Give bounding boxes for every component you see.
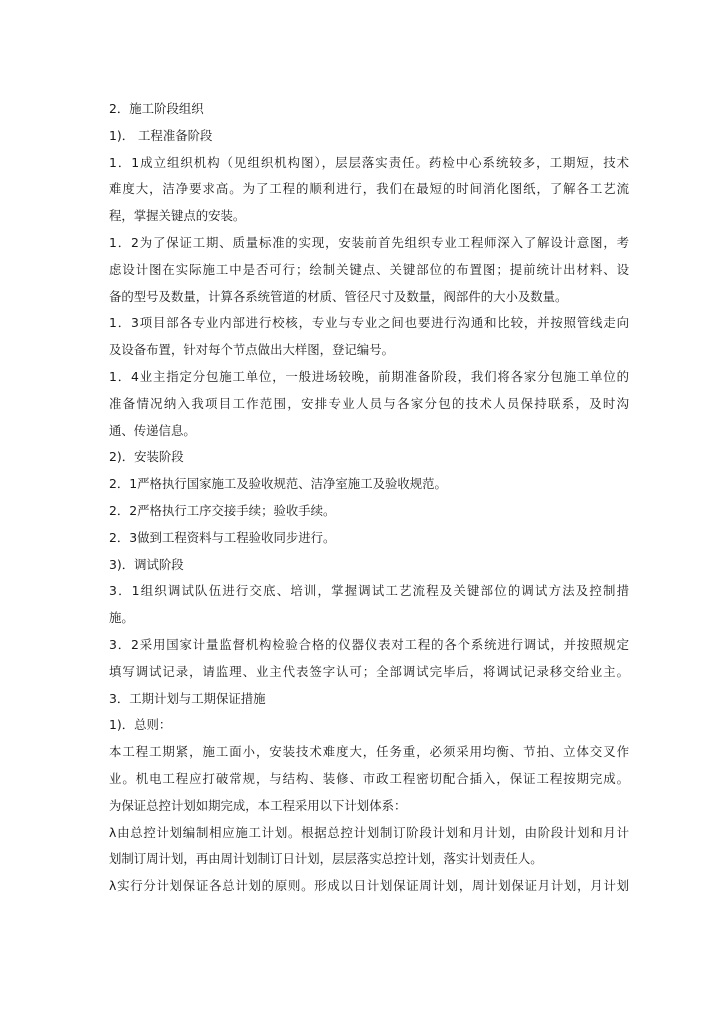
- bullet-line: λ实行分计划保证各总计划的原则。形成以日计划保证周计划，周计划保证月计划，月计划: [109, 878, 629, 894]
- paragraph-line: 3．1组织调试队伍进行交底、培训，掌握调试工艺流程及关键部位的调试方法及控制措: [109, 583, 629, 599]
- paragraph-line: 1．2为了保证工期、质量标准的实现，安装前首先组织专业工程师深入了解设计意图，考: [109, 234, 629, 250]
- paragraph-line: 为保证总控计划如期完成，本工程采用以下计划体系：: [109, 797, 407, 813]
- subsection-heading: 1)．总则：: [109, 717, 172, 733]
- paragraph-line: 难度大，洁净要求高。为了工程的顺利进行，我们在最短的时间消化图纸，了解各工艺流: [109, 181, 629, 197]
- paragraph-line: 填写调试记录，请监理、业主代表签字认可；全部调试完毕后，将调试记录移交给业主。: [109, 663, 629, 679]
- subsection-heading: 3)．调试阶段: [109, 556, 184, 572]
- paragraph-line: 2．2严格执行工序交接手续；验收手续。: [109, 502, 336, 518]
- paragraph-line: 程，掌握关键点的安装。: [109, 208, 246, 224]
- section-heading: 2．施工阶段组织: [109, 101, 204, 116]
- document-page: [109, 96, 629, 900]
- paragraph-line: 施。: [109, 610, 134, 626]
- paragraph-line: 2．1严格执行国家施工及验收规范、洁净室施工及验收规范。: [109, 476, 447, 492]
- paragraph-line: 1．4业主指定分包施工单位，一般进场较晚，前期准备阶段，我们将各家分包施工单位的: [109, 368, 629, 384]
- paragraph-line: 通、传递信息。: [109, 422, 196, 438]
- paragraph-line: 本工程工期紧，施工面小，安装技术难度大，任务重，必须采用均衡、节拍、立体交叉作: [109, 744, 629, 760]
- paragraph-line: 1．3项目部各专业内部进行校核，专业与专业之间也要进行沟通和比较，并按照管线走向: [109, 315, 629, 331]
- paragraph-line: 及设备布置，针对每个节点做出大样图，登记编号。: [109, 342, 394, 358]
- paragraph-line: 1．1成立组织机构（见组织机构图），层层落实责任。药检中心系统较多，工期短，技术: [109, 154, 629, 170]
- paragraph-line: 虑设计图在实际施工中是否可行；绘制关键点、关键部位的布置图；提前统计出材料、设: [109, 261, 629, 277]
- subsection-heading: 1)． 工程准备阶段: [109, 127, 213, 143]
- paragraph-line: 2．3做到工程资料与工程验收同步进行。: [109, 529, 336, 545]
- subsection-heading: 2)．安装阶段: [109, 449, 184, 465]
- paragraph-line: 备的型号及数量，计算各系统管道的材质、管径尺寸及数量，阀部件的大小及数量。: [109, 288, 568, 304]
- paragraph-line: 业。机电工程应打破常规，与结构、装修、市政工程密切配合插入，保证工程按期完成。: [109, 770, 629, 786]
- bullet-line: 划制订周计划，再由周计划制订日计划，层层落实总控计划，落实计划责任人。: [109, 851, 543, 867]
- section-heading: 3．工期计划与工期保证措施: [109, 690, 266, 706]
- bullet-line: λ由总控计划编制相应施工计划。根据总控计划制订阶段计划和月计划，由阶段计划和月计: [109, 824, 629, 840]
- paragraph-line: 准备情况纳入我项目工作范围，安排专业人员与各家分包的技术人员保持联系，及时沟: [109, 395, 629, 411]
- paragraph-line: 3．2采用国家计量监督机构检验合格的仪器仪表对工程的各个系统进行调试，并按照规定: [109, 636, 629, 652]
